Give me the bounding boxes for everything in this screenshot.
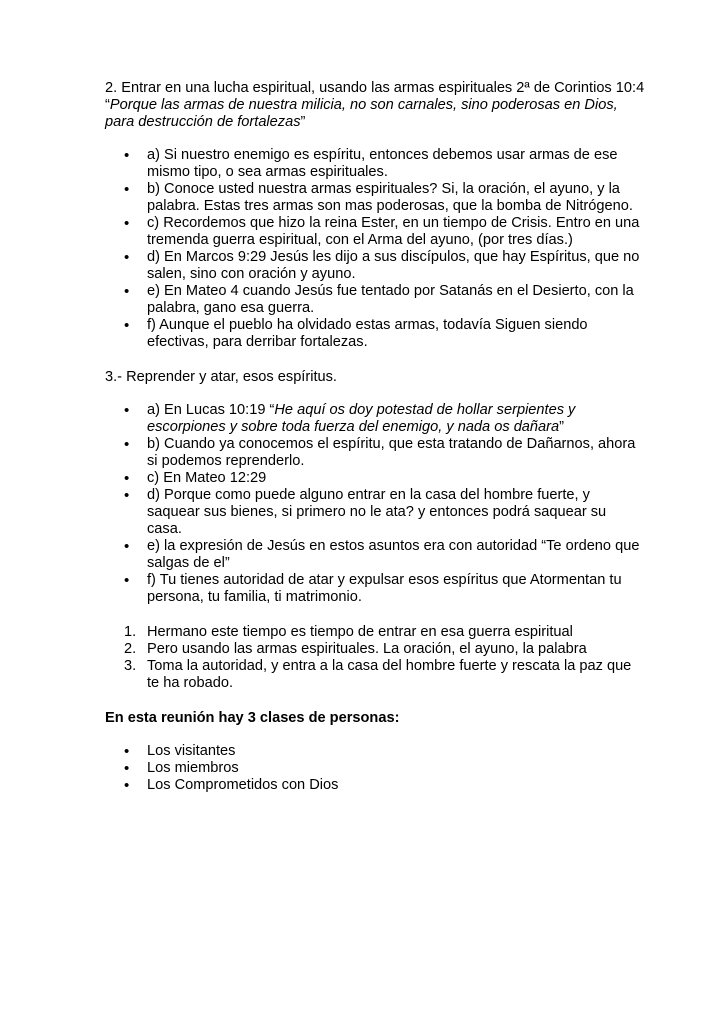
section-3-heading: 3.- Reprender y atar, esos espíritus. xyxy=(105,369,337,385)
list-item-text: f) Aunque el pueblo ha olvidado estas armas, todavía Siguen siendo efectivas, para derribar fortalezas. xyxy=(147,317,588,350)
numbered-item-text: Toma la autoridad, y entra a la casa del hombre fuerte y rescata la paz que te ha robado. xyxy=(147,658,632,691)
section-4-list xyxy=(105,743,645,794)
list-item-text: f) Tu tienes autoridad de atar y expulsar esos espíritus que Atormentan tu persona, tu familia, ti matrimonio. xyxy=(147,572,622,605)
list-item xyxy=(105,283,645,317)
bullet-marker: • xyxy=(124,147,130,164)
bullet-marker: • xyxy=(124,181,130,198)
list-item xyxy=(105,760,645,777)
bullet-marker: • xyxy=(124,402,130,419)
list-item-text: a) Si nuestro enemigo es espíritu, entonces debemos usar armas de ese mismo tipo, o sea armas espirituales. xyxy=(147,147,618,180)
bullet-marker: • xyxy=(124,249,130,266)
section-2-quote-end: ” xyxy=(300,114,306,130)
bullet-marker: • xyxy=(124,777,130,794)
numbered-item-text: Hermano este tiempo es tiempo de entrar en esa guerra espiritual xyxy=(147,624,573,640)
section-2-intro xyxy=(105,80,645,131)
list-item-text: c) En Mateo 12:29 xyxy=(147,470,267,486)
list-item xyxy=(105,181,645,215)
bullet-marker: • xyxy=(124,215,130,232)
list-item xyxy=(105,402,645,436)
list-item xyxy=(105,317,645,351)
list-item-text: Los visitantes xyxy=(147,743,236,759)
list-item xyxy=(105,215,645,249)
numbered-item xyxy=(105,658,645,692)
list-item xyxy=(105,538,645,572)
list-item xyxy=(105,777,645,794)
numbered-item xyxy=(105,624,645,641)
list-item-text: d) Porque como puede alguno entrar en la casa del hombre fuerte, y saquear sus bienes, si primero no le ata? y entonces podrá saquear su casa. xyxy=(147,487,607,537)
list-item xyxy=(105,572,645,606)
bullet-marker: • xyxy=(124,572,130,589)
list-item-text: b) Conoce usted nuestra armas espirituales? Si, la oración, el ayuno, y la palabra. Estas tres armas son mas poderosas, que la bomba de Nitrógeno. xyxy=(147,181,633,214)
bullet-marker: • xyxy=(124,436,130,453)
list-item-text: Los Comprometidos con Dios xyxy=(147,777,339,793)
bullet-marker: • xyxy=(124,760,130,777)
list-item-text: c) Recordemos que hizo la reina Ester, en un tiempo de Crisis. Entro en una tremenda guerra espiritual, con el Arma del ayuno, (por tres días.) xyxy=(147,215,640,248)
document-page xyxy=(105,80,645,812)
section-2-list xyxy=(105,147,645,351)
section-3-list xyxy=(105,402,645,606)
bullet-marker: • xyxy=(124,487,130,504)
list-item-text: d) En Marcos 9:29 Jesús les dijo a sus discípulos, que hay Espíritus, que no salen, sino con oración y ayuno. xyxy=(147,249,640,282)
list-item xyxy=(105,743,645,760)
list-item xyxy=(105,470,645,487)
scripture-quote-end: ” xyxy=(559,419,565,435)
section-2-quote: Porque las armas de nuestra milicia, no son carnales, sino poderosas en Dios, para destrucción de fortalezas xyxy=(105,97,618,130)
section-2-intro-text: 2. Entrar en una lucha espiritual, usando las armas espirituales 2ª de Corintios 10:4 “ xyxy=(105,80,645,113)
list-item xyxy=(105,436,645,470)
list-item-text: a) En Lucas 10:19 “ xyxy=(147,402,275,418)
bullet-marker: • xyxy=(124,743,130,760)
scripture-quote: He aquí os doy potestad de hollar serpientes y escorpiones y sobre toda fuerza del enemigo, y nada os dañara xyxy=(147,402,576,435)
list-item-text: Los miembros xyxy=(147,760,239,776)
list-item xyxy=(105,249,645,283)
list-item-text: e) En Mateo 4 cuando Jesús fue tentado por Satanás en el Desierto, con la palabra, gano esa guerra. xyxy=(147,283,634,316)
bullet-marker: • xyxy=(124,283,130,300)
numbered-item-text: Pero usando las armas espirituales. La oración, el ayuno, la palabra xyxy=(147,641,587,657)
section-4-heading: En esta reunión hay 3 clases de personas: xyxy=(105,710,400,726)
bullet-marker: • xyxy=(124,538,130,555)
list-item xyxy=(105,487,645,538)
numbered-list xyxy=(105,624,645,692)
numbered-item xyxy=(105,641,645,658)
number-marker: 3. xyxy=(124,658,137,674)
list-item xyxy=(105,147,645,181)
list-item-text: b) Cuando ya conocemos el espíritu, que esta tratando de Dañarnos, ahora si podemos reprenderlo. xyxy=(147,436,636,469)
bullet-marker: • xyxy=(124,470,130,487)
number-marker: 1. xyxy=(124,624,137,640)
bullet-marker: • xyxy=(124,317,130,334)
list-item-text: e) la expresión de Jesús en estos asuntos era con autoridad “Te ordeno que salgas de el” xyxy=(147,538,640,571)
number-marker: 2. xyxy=(124,641,137,657)
